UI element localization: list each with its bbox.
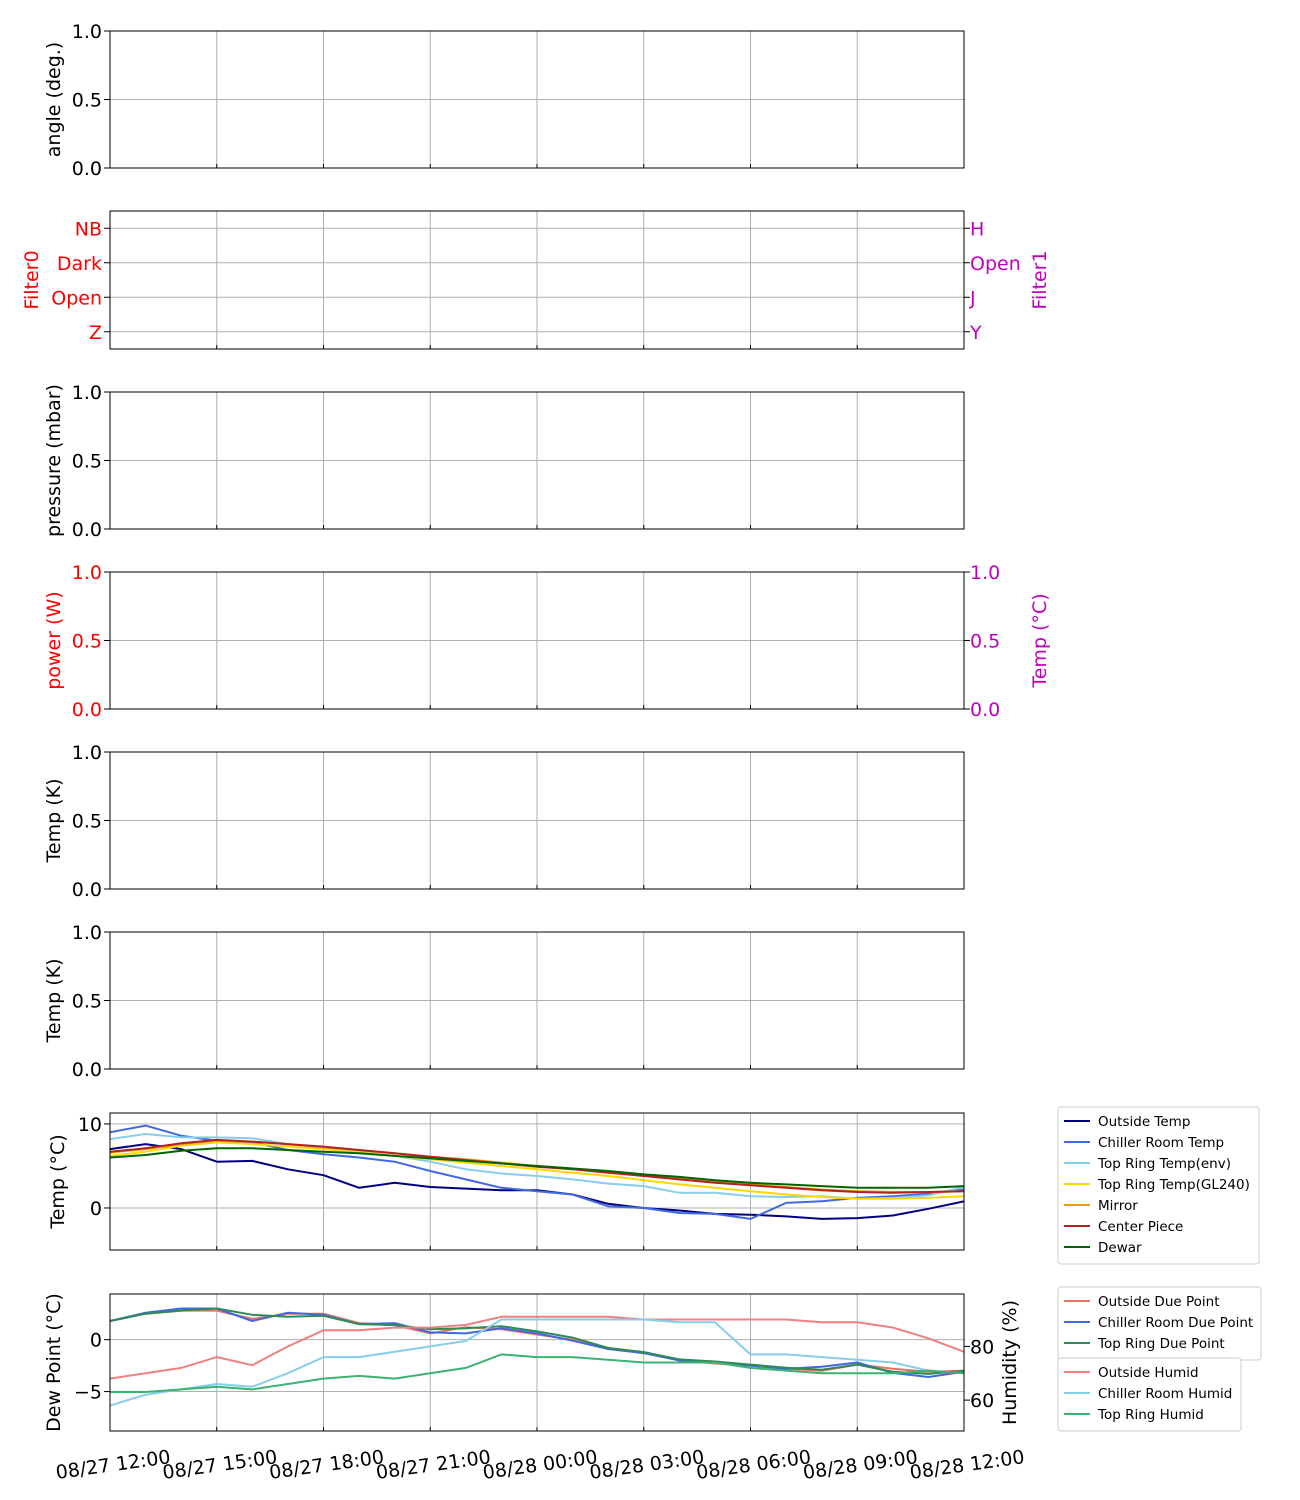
y-tick-label: 0.0 (71, 699, 102, 721)
y-right-tick-label: 0.5 (970, 630, 1001, 653)
legend-dew-point (1058, 1287, 1261, 1360)
legend-humidity (1058, 1358, 1241, 1431)
y-right-axis-label: Temp (°C) (1029, 593, 1051, 688)
y-right-axis-label: Filter1 (1029, 250, 1051, 310)
y-tick-label: 1.0 (71, 21, 102, 43)
y-tick-label: 0.0 (71, 879, 102, 901)
y-axis-label: power (W) (43, 591, 65, 690)
y-axis-label: Filter0 (21, 250, 43, 310)
legend-label-outside-temp: Outside Temp (1098, 1114, 1191, 1130)
panel-2 (21, 211, 1051, 349)
y-axis-label: Temp (K) (43, 778, 65, 863)
y-axis-label: Dew Point (°C) (43, 1293, 65, 1432)
panel-8 (43, 1293, 1026, 1484)
panel-4 (43, 562, 1051, 721)
legend-label-chiller-room-due-point: Chiller Room Due Point (1098, 1315, 1254, 1331)
y-tick-label: Open (51, 287, 102, 310)
y-tick-label: 0.5 (71, 630, 102, 653)
x-tick-label: 08/27 15:00 (161, 1446, 279, 1484)
y-axis-label: pressure (mbar) (43, 384, 65, 537)
legend-label-top-ring-temp-env-: Top Ring Temp(env) (1098, 1156, 1231, 1172)
y-tick-label: 1.0 (71, 382, 102, 404)
y-tick-label: 0.0 (71, 519, 102, 541)
y-axis-label: Temp (K) (43, 958, 65, 1043)
legend-label-dewar: Dewar (1098, 1240, 1142, 1256)
y-tick-label: NB (74, 218, 102, 241)
x-tick-label: 08/28 03:00 (588, 1446, 706, 1484)
y-tick-label: 0.0 (71, 158, 102, 180)
y-tick-label: 1.0 (71, 742, 102, 764)
y-tick-label: 1.0 (71, 562, 102, 584)
legend-label-outside-due-point: Outside Due Point (1098, 1294, 1220, 1310)
panel-7 (47, 1113, 964, 1250)
y-right-tick-label: J (970, 287, 976, 310)
y-tick-label: Dark (56, 252, 102, 275)
y-right-tick-label: Y (970, 321, 982, 344)
legend-label-top-ring-humid: Top Ring Humid (1098, 1407, 1204, 1423)
y-tick-label: 0 (89, 1329, 102, 1352)
panel-3 (43, 382, 964, 541)
y-tick-label: 0.5 (71, 810, 102, 833)
y-axis-label: angle (deg.) (43, 41, 65, 158)
panel-6 (43, 922, 964, 1081)
legend-label-center-piece: Center Piece (1098, 1219, 1184, 1235)
y-tick-label: 1.0 (71, 922, 102, 944)
x-tick-label: 08/28 00:00 (481, 1446, 599, 1484)
y-tick-label: Z (88, 321, 102, 344)
x-tick-label: 08/28 12:00 (908, 1446, 1026, 1484)
y-right-tick-label: H (970, 218, 985, 241)
legend-label-outside-humid: Outside Humid (1098, 1365, 1199, 1381)
y-tick-label: 0.5 (71, 450, 102, 473)
x-tick-label: 08/27 21:00 (374, 1446, 493, 1484)
x-tick-label: 08/27 18:00 (267, 1446, 386, 1484)
legend-label-mirror: Mirror (1098, 1198, 1138, 1214)
legend-label-chiller-room-temp: Chiller Room Temp (1098, 1135, 1225, 1151)
y-tick-label: 0.0 (71, 1059, 102, 1081)
y-right-tick-label: 1.0 (970, 562, 1001, 584)
y-tick-label: 10 (77, 1113, 102, 1136)
y-axis-label: Temp (°C) (47, 1134, 69, 1229)
panel-1 (43, 21, 964, 180)
panel-5 (43, 742, 964, 901)
legend-label-top-ring-due-point: Top Ring Due Point (1098, 1336, 1225, 1352)
y-tick-label: 0.5 (71, 89, 102, 112)
y-right-tick-label: Open (970, 252, 1021, 275)
legend-temperature (1058, 1107, 1259, 1264)
y-tick-label: 0.5 (71, 990, 102, 1013)
x-tick-label: 08/28 06:00 (694, 1446, 813, 1484)
y-right-tick-label: 60 (970, 1390, 995, 1413)
legend-label-chiller-room-humid: Chiller Room Humid (1098, 1386, 1233, 1402)
y-tick-label: −5 (73, 1381, 102, 1404)
y-tick-label: 0 (89, 1197, 102, 1220)
y-right-axis-label: Humidity (%) (999, 1299, 1021, 1426)
y-right-tick-label: 80 (970, 1336, 995, 1359)
legend-label-top-ring-temp-gl240-: Top Ring Temp(GL240) (1098, 1177, 1250, 1193)
x-tick-label: 08/27 12:00 (54, 1446, 172, 1484)
x-tick-label: 08/28 09:00 (801, 1446, 920, 1484)
y-right-tick-label: 0.0 (970, 699, 1001, 721)
